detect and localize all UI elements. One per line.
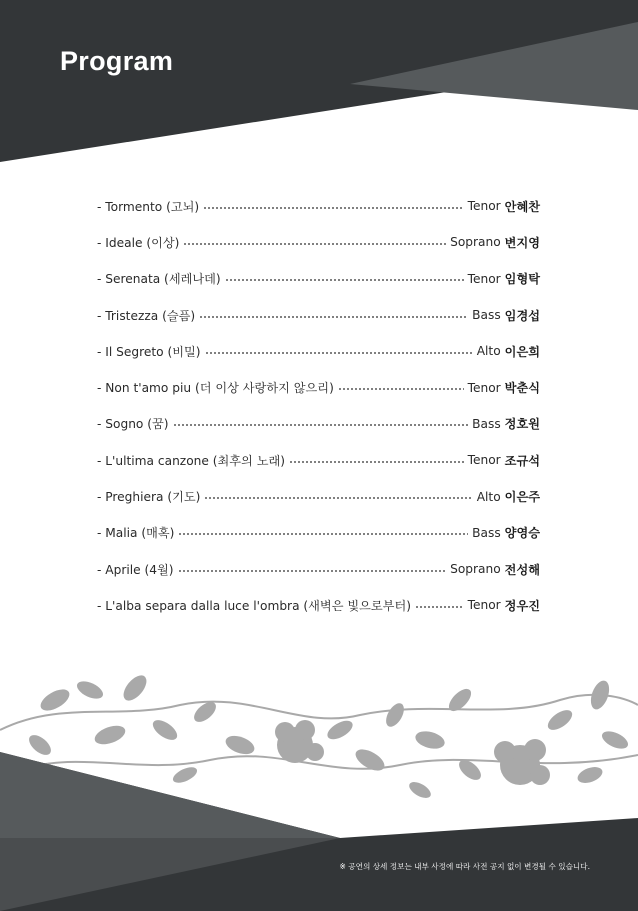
singer-name: 전성해 (504, 562, 540, 577)
piece-title: - Il Segreto (비밀) (97, 344, 201, 359)
dotted-leader (199, 315, 468, 318)
program-row (97, 406, 540, 442)
program-row (97, 369, 540, 405)
dotted-leader (178, 533, 468, 536)
singer-name: 양영승 (504, 526, 540, 541)
program-row (97, 261, 540, 297)
dotted-leader (205, 351, 473, 354)
voice-part: Bass (472, 308, 501, 323)
floral-footer-illustration (0, 660, 638, 911)
voice-part: Soprano (450, 562, 501, 577)
piece-title: - Ideale (이상) (97, 235, 180, 250)
voice-part: Bass (472, 525, 501, 540)
piece-title: - Malia (매혹) (97, 526, 175, 541)
program-row (97, 587, 540, 623)
singer-name: 임경섭 (504, 308, 540, 323)
dotted-leader (338, 388, 464, 391)
voice-part: Alto (476, 489, 501, 504)
program-row (97, 333, 540, 369)
piece-title: - Tormento (고뇌) (97, 199, 200, 214)
voice-part: Alto (476, 344, 501, 359)
singer-name: 임형탁 (504, 272, 540, 287)
footer-notice: ※ 공연의 상세 정보는 내부 사정에 따라 사전 공지 없이 변경될 수 있습니다. (339, 862, 590, 871)
piece-title: - Aprile (4월) (97, 562, 174, 577)
piece-title: - L'ultima canzone (최후의 노래) (97, 453, 285, 468)
piece-title: - Non t'amo piu (더 이상 사랑하지 않으리) (97, 381, 334, 396)
dotted-leader (183, 242, 446, 245)
dotted-leader (225, 279, 464, 282)
dotted-leader (415, 605, 464, 608)
piece-title: - Tristezza (슬픔) (97, 308, 196, 323)
voice-part: Tenor (467, 380, 501, 395)
piece-title: - Preghiera (기도) (97, 490, 201, 505)
voice-part: Tenor (467, 271, 501, 286)
dotted-leader (173, 424, 469, 427)
voice-part: Tenor (467, 199, 501, 214)
program-row (97, 188, 540, 224)
program-row (97, 442, 540, 478)
program-row (97, 515, 540, 551)
header-background (0, 0, 638, 170)
piece-title: - Sogno (꿈) (97, 417, 169, 432)
voice-part: Tenor (467, 598, 501, 613)
singer-name: 정우진 (504, 598, 540, 613)
program-row (97, 478, 540, 514)
singer-name: 변지영 (504, 235, 540, 250)
program-row (97, 224, 540, 260)
program-row (97, 551, 540, 587)
singer-name: 이은희 (504, 344, 540, 359)
program-row (97, 297, 540, 333)
singer-name: 조규석 (504, 453, 540, 468)
singer-name: 안혜찬 (504, 199, 540, 214)
dotted-leader (204, 497, 472, 500)
voice-part: Tenor (467, 453, 501, 468)
piece-title: - Serenata (세레나데) (97, 272, 221, 287)
dotted-leader (178, 569, 447, 572)
singer-name: 이은주 (504, 490, 540, 505)
program-list (97, 188, 540, 624)
piece-title: - L'alba separa dalla luce l'ombra (새벽은 빛으로부터) (97, 598, 411, 613)
singer-name: 박춘식 (504, 381, 540, 396)
voice-part: Bass (472, 416, 501, 431)
dotted-leader (203, 206, 463, 209)
singer-name: 정호원 (504, 417, 540, 432)
dotted-leader (289, 460, 464, 463)
page-title: Program (60, 46, 174, 76)
voice-part: Soprano (450, 235, 501, 250)
